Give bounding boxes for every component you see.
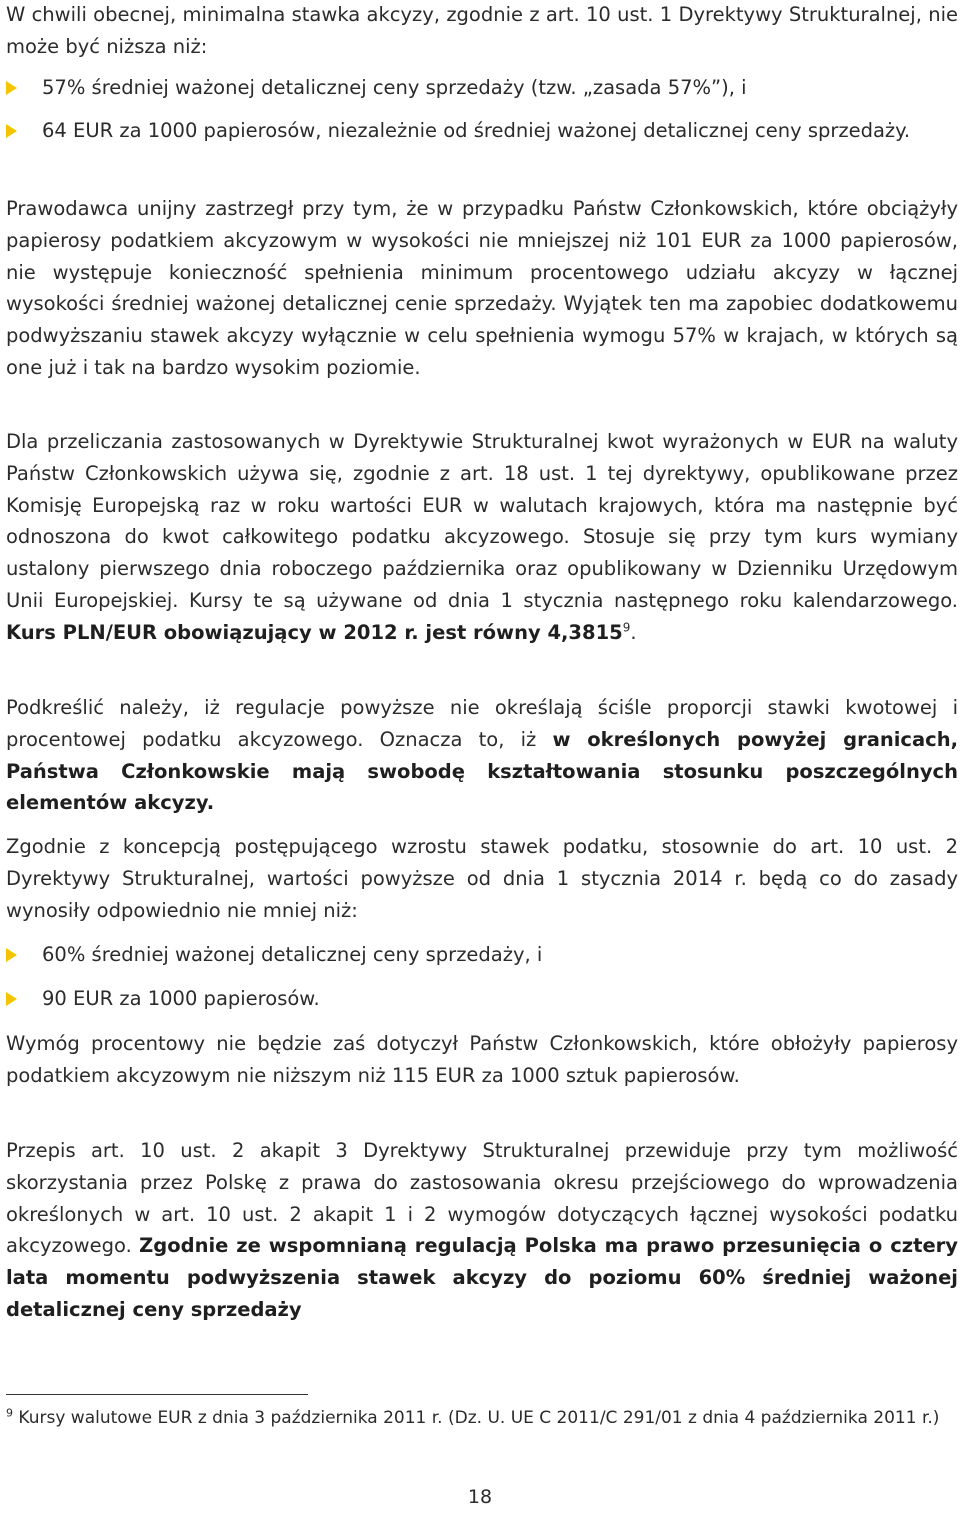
paragraph-proportions: Podkreślić należy, iż regulacje powyższe nie określają ściśle proporcji stawki kwotowej i procentowej podatku akcyzowego. Oznacza to, iż w określonych powyżej granicach, Państwa Członkowskie mają swobodę kształtowania stosunku poszczególnych elementów akcyzy. [6,696,958,815]
paragraph-transition: Przepis art. 10 ust. 2 akapit 3 Dyrektywy Strukturalnej przewiduje przy tym możliwość skorzystania przez Polskę z prawa do zastosowania okresu przejściowego do wprowadzenia określonych w art. 10 ust. 2 akapit 1 i 2 wymogów dotyczących łącznej wysokości podatku akcyzowego. Zgodnie ze wspomnianą regulacją Polska ma prawo przesunięcia o cztery lata momentu podwyższenia stawek akcyzy do poziomu 60% średniej ważonej detalicznej ceny sprzedaży [6,1139,958,1321]
paragraph-exemption: Wymóg procentowy nie będzie zaś dotyczył Państw Członkowskich, które obłożyły papierosy podatkiem akcyzowym nie niższym niż 115 EUR za 1000 sztuk papierosów. [6,1032,958,1087]
footnote-text: Kursy walutowe EUR z dnia 3 października 2011 r. (Dz. U. UE C 2011/C 291/01 z dnia 4 października 2011 r.) [18,1408,940,1428]
bullet-list-2014-rates [6,939,958,1015]
bullet-list-current-rates [6,72,958,147]
paragraph-exception: Prawodawca unijny zastrzegł przy tym, że w przypadku Państw Członkowskich, które obciążyły papierosy podatkiem akcyzowym w wysokości nie mniejszej niż 101 EUR za 1000 papierosów, nie występuje konieczność spełnienia minimum procentowego udziału akcyzy w łącznej wysokości średniej ważonej detalicznej cenie sprzedaży. Wyjątek ten ma zapobiec dodatkowemu podwyższaniu stawek akcyzy wyłącznie w celu spełnienia wymogu 57% w krajach, w których są one już i tak na bardzo wysokim poziomie. [6,197,958,379]
footnote-divider [6,1394,308,1395]
triangle-bullet-icon [6,115,42,147]
paragraph-intro: W chwili obecnej, minimalna stawka akcyzy, zgodnie z art. 10 ust. 1 Dyrektywy Strukturalnej, nie może być niższa niż: [6,3,958,58]
triangle-bullet-icon [6,983,42,1015]
triangle-bullet-icon [6,939,42,971]
footnote [6,1406,958,1431]
paragraph-exchange-rate: Dla przeliczania zastosowanych w Dyrektywie Strukturalnej kwot wyrażonych w EUR na waluty Państw Członkowskich używa się, zgodnie z art. 18 ust. 1 tej dyrektywy, opublikowane przez Komisję Europejską raz w roku wartości EUR w walutach krajowych, która ma następnie być odnoszona do kwot całkowitego podatku akcyzowego. Stosuje się przy tym kurs wymiany ustalony pierwszego dnia roboczego października oraz opublikowany w Dzienniku Urzędowym Unii Europejskiej. Kursy te są używane od dnia 1 stycznia następnego roku kalendarzowego. Kurs PLN/EUR obowiązujący w 2012 r. jest równy 4,3815$^9$. [6,430,958,644]
triangle-bullet-icon [6,72,42,104]
footnote-ref: 9 [622,620,631,635]
list-item: 90 EUR za 1000 papierosów. [6,983,958,1015]
list-item: 57% średniej ważonej detalicznej ceny sprzedaży (tzw. „zasada 57%”), i [6,72,958,104]
list-item: 60% średniej ważonej detalicznej ceny sprzedaży, i [6,939,958,971]
paragraph-2014-rates: Zgodnie z koncepcją postępującego wzrostu stawek podatku, stosownie do art. 10 ust. 2 Dyrektywy Strukturalnej, wartości powyższe od dnia 1 stycznia 2014 r. będą co do zasady wynosiły odpowiednio nie mniej niż: [6,835,958,922]
footnote-number: 9 [6,1406,13,1420]
list-item: 64 EUR za 1000 papierosów, niezależnie od średniej ważonej detalicznej ceny sprzedaży. [6,115,958,147]
page-number: 18 [467,1486,493,1508]
